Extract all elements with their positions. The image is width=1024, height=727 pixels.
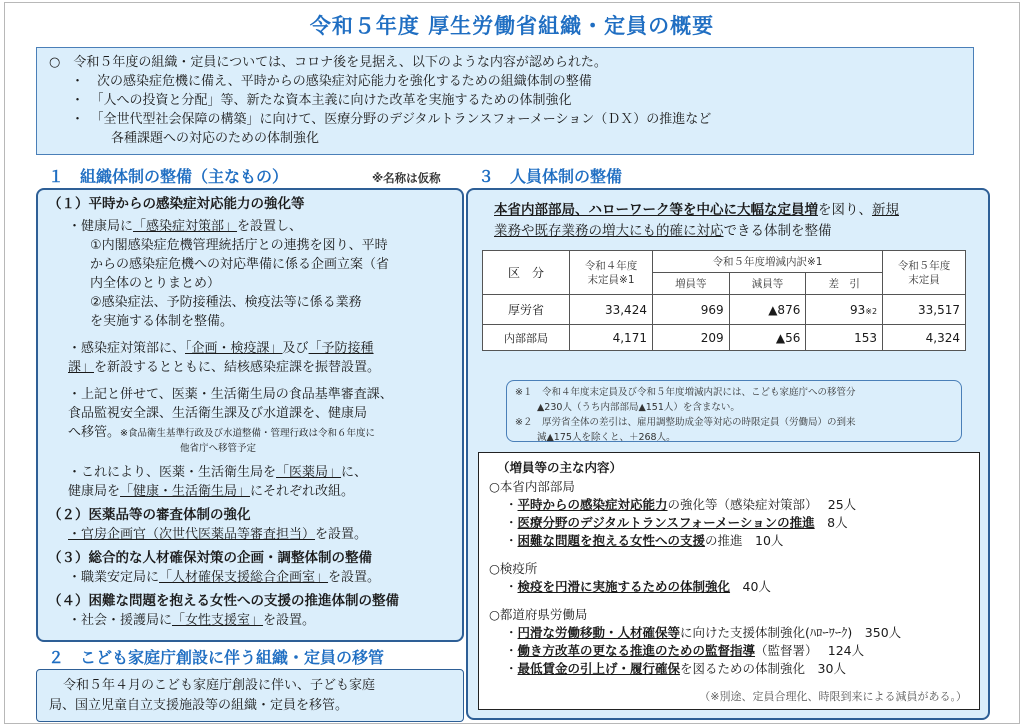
bullet-line: 内全体のとりまとめ） [90,276,221,291]
note-line: ※２ 厚労省全体の差引は、雇用調整助成金等対応の時限定員（労働局）の到来 [515,417,856,428]
increase-details-box [478,452,980,710]
transfer-panel [36,669,464,722]
section-2-heading: ２ こども家庭庁創設に伴う組織・定員の移管 [48,648,385,667]
cell-increase: 969 [652,295,729,325]
item-text: の推進 10人 [705,533,784,548]
subsection-heading: （４）困難な問題を抱える女性への支援の推進体制の整備 [48,593,399,609]
item-emphasis: 最低賃金の引上げ・履行確保 [517,661,681,676]
item-text: に向けた支援体制強化(ﾊﾛｰﾜｰｸ) 350人 [680,625,902,640]
text: 健康局を [68,484,121,499]
org-name: 課」 [68,360,95,375]
note-line: ※１ 令和４年度末定員及び令和５年度増減内訳には、こども家庭庁への移管分 [515,387,856,398]
increase-item: ・検疫を円滑に実施するための体制強化 40人 [505,579,771,594]
bullet [48,217,452,236]
staff-table [482,250,966,351]
item-text: （監督署） 124人 [755,643,865,658]
footnote: 他省庁へ移管予定 [180,443,257,454]
col-header-net: 差 引 [806,273,883,295]
item-text: を図るための体制強化 30人 [680,661,846,676]
bullet-line: ①内閣感染症危機管理統括庁との連携を図り、平時 [90,238,388,253]
header-line: 令和５年度 [897,259,951,272]
summary-point: ・ 「全世代型社会保障の構築」に向けて、医療分野のデジタルトランスフォーメーション（ＤＸ）の推進など [71,112,712,127]
section-1-heading: １ 組織体制の整備（主なもの） [48,167,289,186]
text: ・健康局に [68,219,134,234]
footnote: ※食品衛生基準行政及び水道整備・管理行政は令和６年度に [120,428,375,439]
staffing-panel [466,188,990,720]
org-name: 「健康・生活衛生局」 [120,484,251,499]
text: を図り、 [818,202,872,218]
col-header-category: 区 分 [483,251,570,295]
cell-r4: 4,171 [570,325,653,351]
table-row [483,295,966,325]
increase-item: ・最低賃金の引上げ・履行確保を図るための体制強化 30人 [505,661,846,676]
bullet [48,339,452,358]
bullet [48,525,452,544]
org-name: 「女性支援室」 [172,613,264,628]
text: に、 [341,465,368,480]
item-emphasis: 平時からの感染症対応能力 [517,497,668,512]
cell-decrease: ▲876 [729,295,806,325]
subsection-heading: （２）医薬品等の審査体制の強化 [48,507,251,523]
header-line: 末定員 [908,273,940,286]
bullet [48,611,452,630]
item-emphasis: 医療分野のデジタルトランスフォーメーションの推進 [517,515,815,530]
page-title: 令和５年度 厚生労働省組織・定員の概要 [309,14,715,38]
lead-emphasis: 本省内部部局、ハローワーク等を中心に大幅な定員増 [494,202,818,218]
item-text: 8人 [814,515,848,530]
col-header-increase-breakdown: 令和５年度増減内訳※1 [652,251,882,273]
bullet-line: 食品監視安全課、生活衛生課及び水道課を、健康局 [68,406,368,421]
org-name: 「予防接種 [308,341,374,356]
summary-box [36,47,974,155]
cell-net: 153 [806,325,883,351]
bullet-line [48,482,452,501]
text: ・感染症対策部に、 [68,341,186,356]
text: を設置。 [315,527,368,542]
text: へ移管。 [68,425,121,440]
item-emphasis: 検疫を円滑に実施するための体制強化 [517,579,731,594]
row-label: 厚労省 [483,295,570,325]
summary-point: ・ 次の感染症危機に備え、平時からの感染症対応能力を強化するための組織体制の整備 [71,74,592,89]
bullet-line: を実施する体制を整備。 [90,314,234,329]
text: ・職業安定局に [68,570,160,585]
table-notes [506,380,962,442]
increase-item: ・働き方改革の更なる推進のための監督指導（監督署） 124人 [505,643,865,658]
bullet [48,463,452,482]
text: 及び [282,341,309,356]
text: を新設するとともに、結核感染症課を振替設置。 [94,360,381,375]
bullet-line [48,358,452,377]
cell-increase: 209 [652,325,729,351]
text: ・社会・援護局に [68,613,173,628]
org-name: 「人材確保支援総合企画室」 [159,570,329,585]
table-row [483,325,966,351]
org-name: 「医薬局」 [276,465,342,480]
text: を設置。 [263,613,316,628]
col-header-r4 [570,251,653,295]
subsection-heading: （１）平時からの感染症対応能力の強化等 [48,196,305,212]
transfer-text: 局、国立児童自立支援施設等の組織・定員を移管。 [49,698,349,713]
bullet-line [48,423,452,442]
text: できる体制を整備 [723,223,832,239]
net-note: ※2 [865,306,878,316]
net-value: 93 [849,302,866,317]
cell-r5: 4,324 [883,325,966,351]
bullet [48,568,452,587]
organization-panel [36,188,464,642]
col-header-r5 [883,251,966,295]
text: を設置。 [328,570,381,585]
increase-footnote: （※別途、定員合理化、時限到来による減員がある。） [699,690,967,703]
increase-item: ・困難な問題を抱える女性への支援の推進 10人 [505,533,784,548]
increase-title: （増員等の主な内容） [497,460,623,475]
note-line: 減▲175人を除くと、＋268人。 [537,432,676,443]
text: 新規 [872,202,899,218]
note-line: ▲230人（うち内部部局▲151人）を含まない。 [537,402,740,413]
text: にそれぞれ改組。 [250,484,355,499]
increase-item: ・医療分野のデジタルトランスフォーメーションの推進 8人 [505,515,848,530]
item-emphasis: 働き方改革の更なる推進のための監督指導 [517,643,756,658]
cell-r5: 33,517 [883,295,966,325]
summary-point: ・ 「人への投資と分配」等、新たな資本主義に向けた改革を実施するための体制強化 [71,93,572,108]
bullet: ・上記と併せて、医薬・生活衛生局の食品基準審査課、 [68,387,393,402]
section-3-heading: ３ 人員体制の整備 [478,167,623,186]
item-text: の強化等（感染症対策部） 25人 [667,497,857,512]
org-name: 「企画・検疫課」 [185,341,283,356]
staffing-lead [480,221,976,242]
bullet-line: ②感染症法、予防接種法、検疫法等に係る業務 [90,295,362,310]
bullet-line: からの感染症危機への対応準備に係る企画立案（省 [90,257,390,272]
row-label: 内部部局 [483,325,570,351]
group-heading: ○本省内部部局 [489,479,575,494]
item-emphasis: 困難な問題を抱える女性への支援 [517,533,706,548]
increase-item: ・平時からの感染症対応能力の強化等（感染症対策部） 25人 [505,497,857,512]
increase-item: ・円滑な労働移動・人材確保等に向けた支援体制強化(ﾊﾛｰﾜｰｸ) 350人 [505,625,902,640]
header-line: 末定員※1 [587,273,635,286]
cell-r4: 33,424 [570,295,653,325]
group-heading: ○検疫所 [489,561,538,576]
summary-point-continued: 各種課題への対応のための体制強化 [111,131,320,146]
cell-net [806,295,883,325]
text: 業務や既存業務の増大にも的確に対応 [494,223,724,239]
cell-decrease: ▲56 [729,325,806,351]
transfer-text: 令和５年４月のこども家庭庁創設に伴い、子ども家庭 [63,678,376,693]
naming-note: ※名称は仮称 [372,171,441,185]
text: ・これにより、医薬・生活衛生局を [68,465,277,480]
org-name: ・官房企画官（次世代医薬品等審査担当） [68,527,316,542]
summary-intro: ○ 令和５年度の組織・定員については、コロナ後を見据え、以下のような内容が認められた。 [49,55,607,70]
subsection-heading: （３）総合的な人材確保対策の企画・調整体制の整備 [48,550,372,566]
text: を設置し、 [237,219,303,234]
item-emphasis: 円滑な労働移動・人材確保等 [517,625,681,640]
org-name: 「感染症対策部」 [133,219,238,234]
col-header-increase: 増員等 [652,273,729,295]
header-line: 令和４年度 [584,259,638,272]
col-header-decrease: 減員等 [729,273,806,295]
group-heading: ○都道府県労働局 [489,607,588,622]
staffing-lead [480,200,976,221]
item-text: 40人 [730,579,771,594]
